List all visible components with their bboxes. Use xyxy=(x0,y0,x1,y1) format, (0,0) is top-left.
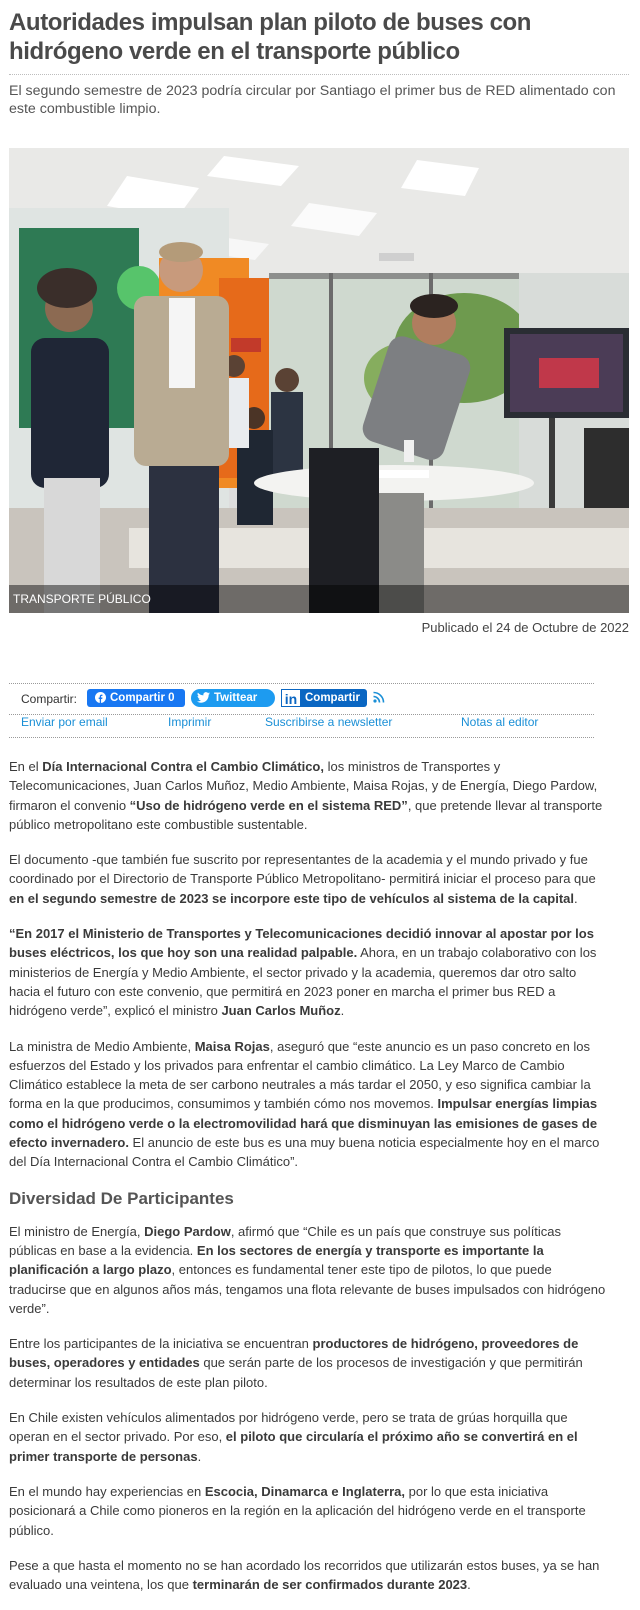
paragraph xyxy=(9,924,609,1020)
article-body xyxy=(9,757,609,1610)
bold-text: productores de hidrógeno, proveedores de buses, operadores y entidades xyxy=(9,1336,579,1371)
title-divider xyxy=(9,74,629,75)
paragraph xyxy=(9,757,609,834)
text-run: El documento -que también fue suscrito por representantes de la academia y el mundo privado y fue coordinado por el Directorio de Transporte Público Metropolitano- permitirá iniciar el proceso para que xyxy=(9,852,596,887)
twitter-share-button[interactable] xyxy=(191,689,275,707)
facebook-share-label: Compartir 0 xyxy=(110,692,175,704)
text-run: El anuncio de este bus es una muy buena noticia especialmente hoy en el marco del Día Internacional Contra el Cambio Climático”. xyxy=(9,1135,600,1170)
paragraph xyxy=(9,1037,609,1172)
bold-text: terminarán de ser confirmados durante 2023 xyxy=(192,1577,468,1593)
newsletter-link[interactable]: Suscribirse a newsletter xyxy=(265,715,393,729)
photo-category-label: TRANSPORTE PÚBLICO xyxy=(9,585,629,613)
text-run: En el xyxy=(9,759,43,774)
bold-text: Día Internacional Contra el Cambio Climático, xyxy=(42,759,324,774)
text-run: La ministra de Medio Ambiente, xyxy=(9,1038,195,1054)
article-title: Autoridades impulsan plan piloto de buses con hidrógeno verde en el transporte público xyxy=(9,9,532,65)
email-link[interactable]: Enviar por email xyxy=(21,715,108,729)
text-run: , aseguró que “este anuncio es un paso concreto en los esfuerzos del Estado y los privados para enfrentar el cambio climático. La Ley Marco de Cambio Climático establece la meta de ser carbono neutrales a más tardar el 2050, y eso significa cambiar la forma en la que producimos, consumimos y también cómo nos movemos. xyxy=(9,1038,591,1112)
bold-text: Juan Carlos Muñoz xyxy=(221,1003,341,1019)
rss-icon[interactable] xyxy=(373,691,385,703)
paragraph xyxy=(9,1482,609,1540)
text-run: , afirmó que “Chile es un país que construye sus políticas públicas en base a la evidencia. xyxy=(9,1223,562,1258)
section-heading: Diversidad De Participantes xyxy=(9,1188,234,1208)
facebook-icon xyxy=(95,692,106,703)
bold-text: Diego Pardow xyxy=(144,1223,231,1239)
editor-notes-link[interactable]: Notas al editor xyxy=(461,715,539,729)
article-photo xyxy=(9,148,629,613)
text-run: Ahora, en un trabajo colaborativo con los ministerios de Energía y Medio Ambiente, el sector privado y la academia, queremos dar otro salto hacia el futuro con este convenio, que permitirá en 2023 poner en marcha el primer bus RED a hidrógeno verde”, explicó el ministro xyxy=(9,945,597,1019)
text-run: por lo que esta iniciativa posicionará a Chile como pioneros en la región en la aplicación del hidrógeno verde en el transporte público. xyxy=(9,1483,586,1538)
paragraph xyxy=(9,1556,609,1595)
linkedin-share-label: Compartir xyxy=(305,692,360,704)
bold-text: “En 2017 el Ministerio de Transportes y Telecomunicaciones decidió innovar al apostar por los buses eléctricos, los que hoy son una realidad palpable. xyxy=(9,926,594,961)
text-run: que serán parte de los procesos de investigación y que permitirán determinar los resultados de este plan piloto. xyxy=(9,1355,583,1390)
text-run: En el mundo hay experiencias en xyxy=(9,1483,205,1499)
text-run: En Chile existen vehículos alimentados por hidrógeno verde, pero se trata de grúas horquilla que operan en el sector privado. Por eso, xyxy=(9,1410,568,1445)
text-run: , que pretende llevar al transporte público metropolitano este combustible sustentable. xyxy=(9,797,603,832)
bold-text: Impulsar energías limpias como el hidrógeno verde o la electromovilidad hará que disminuyan las emisiones de gases de efecto invernadero. xyxy=(9,1096,598,1151)
text-run: , entonces es fundamental tener este tipo de pilotos, lo que puede traducirse que en algunos años más, tengamos una flota relevante de buses impulsados con hidrógeno verde”. xyxy=(9,1262,606,1316)
bold-text: Escocia, Dinamarca e Inglaterra, xyxy=(204,1483,406,1499)
text-run: los ministros de Transportes y Telecomunicaciones, Juan Carlos Muñoz, Medio Ambiente, Maisa Rojas, y de Energía, Diego Pardow, firmaron el convenio xyxy=(9,759,598,813)
linkedin-share-button[interactable] xyxy=(281,689,367,707)
article-tools xyxy=(9,713,594,738)
paragraph xyxy=(9,1334,609,1392)
bold-text: En los sectores de energía y transporte es importante la planificación a largo plazo xyxy=(9,1242,544,1278)
bold-text: Maisa Rojas xyxy=(194,1038,270,1054)
twitter-bird-icon xyxy=(197,692,210,703)
paragraph xyxy=(9,1408,609,1466)
share-bar xyxy=(9,683,594,715)
text-run: El ministro de Energía, xyxy=(9,1223,145,1239)
text-run: . xyxy=(197,1448,202,1464)
article-subtitle: El segundo semestre de 2023 podría circular por Santiago el primer bus de RED alimentado con este combustible limpio. xyxy=(9,83,616,117)
paragraph xyxy=(9,1222,609,1318)
linkedin-icon: in xyxy=(281,689,301,707)
print-link[interactable]: Imprimir xyxy=(168,715,212,729)
text-run: . xyxy=(574,890,578,906)
text-run: . xyxy=(340,1003,345,1019)
text-run: Pese a que hasta el momento no se han acordado los recorridos que utilizarán estos buses, ya se han evaluado una veintena, los que xyxy=(9,1557,600,1593)
text-run: Entre los participantes de la iniciativa se encuentran xyxy=(9,1336,313,1352)
bold-text: el piloto que circularía el próximo año se convertirá en el primer transporte de personas xyxy=(9,1429,578,1464)
paragraph xyxy=(9,850,609,908)
text-run: . xyxy=(467,1577,471,1593)
facebook-share-button[interactable] xyxy=(87,689,185,707)
signing-ceremony-illustration xyxy=(9,148,629,613)
twitter-share-label: Twittear xyxy=(214,692,258,704)
bold-text: “Uso de hidrógeno verde en el sistema RED” xyxy=(129,797,408,813)
publish-date: Publicado el 24 de Octubre de 2022 xyxy=(421,620,629,635)
share-label: Compartir: xyxy=(21,692,78,706)
bold-text: en el segundo semestre de 2023 se incorpore este tipo de vehículos al sistema de la capital xyxy=(9,890,575,906)
